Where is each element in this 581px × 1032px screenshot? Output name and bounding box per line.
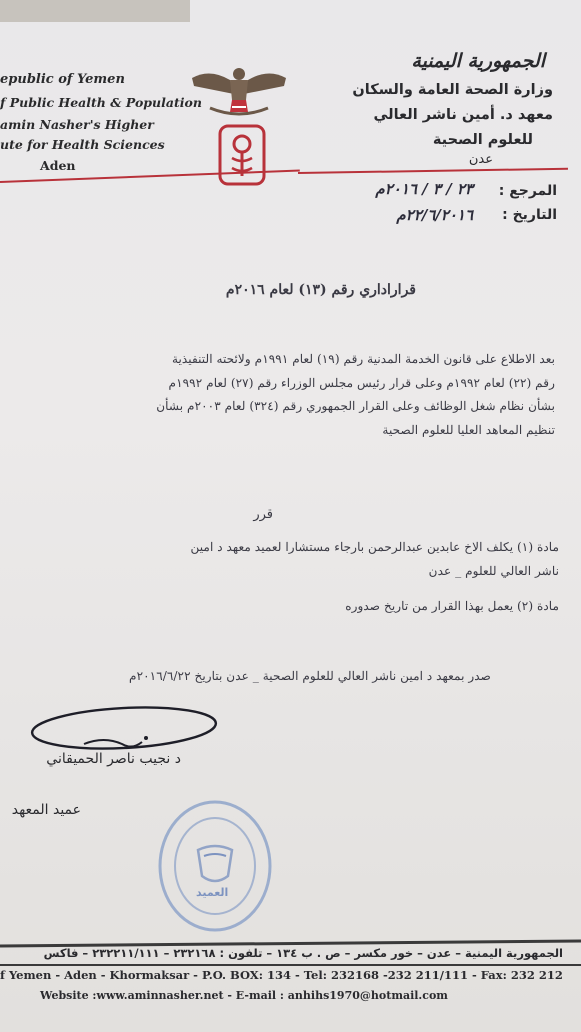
footer-english-address: f Yemen - Aden - Khormaksar - P.O. BOX: 134 - Tel: 232168 -232 211/111 - Fax: 232 212 (0, 968, 563, 982)
signatory-position: عميد المعهد (11, 802, 81, 818)
header-en-line-4: ute for Health Sciences (0, 137, 165, 152)
header-en-line-5: Aden (40, 158, 76, 173)
header-en-line-2: f Public Health & Population (0, 95, 202, 110)
article-1-line-1: مادة (١) يكلف الاخ عابدين عبدالرحمن بارجاء مستشارا لعميد معهد د امين (190, 540, 559, 554)
article-1-line-2: ناشر العالي للعلوم _ عدن (428, 564, 559, 578)
signatory-name: د نجيب ناصر الحميقاني (46, 751, 181, 767)
header-divider-right (298, 168, 568, 174)
header-en-line-1: epublic of Yemen (0, 72, 125, 87)
decision-title: قراراداري رقم (١٣) لعام ٢٠١٦م (225, 282, 416, 298)
preamble-line-2: رقم (٢٢) لعام ١٩٩٢م وعلى قرار رئيس مجلس الوزراء رقم (٢٧) لعام ١٩٩٢م (168, 376, 555, 390)
date-value: ٢٢/٦/٢٠١٦م (396, 206, 473, 224)
stamp-center-text: العميد (196, 886, 229, 899)
preamble-line-1: بعد الاطلاع على قانون الخدمة المدنية رقم (١٩) لعام ١٩٩١م ولائحته التنفيذية (171, 352, 555, 366)
header-ar-line-1: وزارة الصحة العامة والسكان (352, 82, 553, 98)
footer-divider-middle (0, 964, 581, 966)
header-ar-line-4: عدن (468, 152, 493, 167)
yemen-eagle-emblem-icon (190, 60, 288, 120)
header-ar-line-2: معهد د. أمين ناشر العالي (373, 107, 553, 123)
ref-label: المرجع : (498, 183, 557, 199)
decided-heading: قرر (253, 507, 273, 522)
header-ar-line-3: للعلوم الصحية (432, 132, 533, 148)
article-2: مادة (٢) يعمل بهذا القرار من تاريخ صدوره (345, 599, 559, 613)
institute-medical-logo-icon (218, 124, 266, 186)
official-stamp-icon (156, 798, 274, 934)
issued-statement: صدر بمعهد د امين ناشر العالي للعلوم الصحية _ عدن بتاريخ ٢٠١٦/٦/٢٢م (129, 669, 491, 683)
ref-value: ٢٣ / ٣ / ٢٠١٦م (375, 180, 473, 198)
date-label: التاريخ : (502, 207, 557, 223)
footer-website-email: Website :www.aminnasher.net - E-mail : anhihs1970@hotmail.com (40, 989, 448, 1002)
preamble-line-4: تنظيم المعاهد العليا للعلوم الصحية (382, 423, 555, 437)
header-en-line-3: amin Nasher's Higher (0, 117, 154, 132)
header-ar-title: الجمهورية اليمنية (411, 50, 545, 72)
footer-arabic-address: الجمهورية اليمنية – عدن – خور مكسر – ص . ب ١٣٤ – تلفون : ٢٣٢١٦٨ – ٢٣٢٢١١/١١١ – فاكس (43, 946, 563, 960)
preamble-line-3: بشأن نظام شغل الوظائف وعلى القرار الجمهوري رقم (٣٢٤) لعام ٢٠٠٣م بشأن (156, 399, 555, 413)
page-shadow (0, 0, 190, 22)
